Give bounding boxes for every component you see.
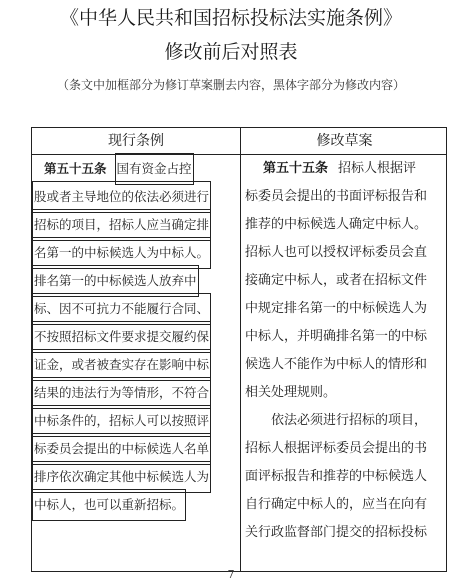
revised-line: 相关处理规则。 — [245, 385, 337, 400]
revised-line: 候选人不能作为中标人的情形和 — [245, 357, 428, 372]
current-line: 名第一的中标候选人为中标人。 — [34, 239, 209, 267]
current-line: 证金，或者被查实存在影响中标 — [34, 351, 209, 379]
revised-line: 面评标报告和推荐的中标候选人 — [245, 469, 428, 484]
revised-article-number: 第五十五条 — [263, 161, 329, 176]
current-line: 标、因不可抗力不能履行合同、 — [34, 295, 209, 323]
comparison-table — [31, 127, 447, 572]
revised-line: 接确定中标人，或者在招标文件 — [245, 273, 428, 288]
revised-line: 招标人也可以授权评标委员会直 — [245, 245, 428, 260]
revised-line: 自行确定中标人的，应当在向有 — [245, 497, 428, 512]
document-title: 《中华人民共和国招标投标法实施条例》 — [59, 7, 402, 29]
revised-line: 关行政监督部门提交的招标投标 — [245, 525, 428, 540]
column-divider — [240, 128, 241, 571]
current-line: 中标人，也可以重新招标。 — [34, 491, 184, 519]
current-line: 第五十五条 国有资金占控 — [44, 155, 192, 183]
current-line: 不按照招标文件要求提交履约保 — [34, 323, 209, 351]
header-revised: 修改草案 — [316, 133, 373, 149]
current-article-number: 第五十五条 — [44, 161, 107, 176]
revised-line: 依法必须进行招标的项目， — [271, 413, 428, 428]
current-line: 招标的项目，招标人应当确定排 — [34, 211, 209, 239]
current-line: 排名第一的中标候选人放弃中 — [34, 267, 197, 295]
current-line: 结果的违法行为等情形，不符合 — [34, 379, 209, 407]
revised-line: 标委员会提出的书面评标报告和 — [245, 189, 428, 204]
header-current: 现行条例 — [108, 133, 164, 149]
document-subtitle: 修改前后对照表 — [164, 41, 298, 63]
revised-line: 招标人根据评标委员会提出的书 — [245, 441, 428, 456]
current-line: 中标条件的，招标人可以按照评 — [34, 407, 209, 435]
revised-line: 中规定排名第一的中标候选人为 — [245, 301, 428, 316]
revised-line: 推荐的中标候选人确定中标人。 — [245, 217, 428, 232]
page-number: 7 — [227, 568, 235, 581]
current-line: 股或者主导地位的依法必须进行 — [34, 183, 209, 211]
revised-line: 第五十五条 招标人根据评 — [263, 161, 417, 176]
current-line: 排序依次确定其他中标候选人为 — [34, 463, 209, 491]
revised-line: 中标人，并明确排名第一的中标 — [245, 329, 428, 344]
current-line: 标委员会提出的中标候选人名单 — [34, 435, 209, 463]
revision-note: （条文中加框部分为修订草案删去内容，黑体字部分为修改内容） — [56, 78, 405, 92]
